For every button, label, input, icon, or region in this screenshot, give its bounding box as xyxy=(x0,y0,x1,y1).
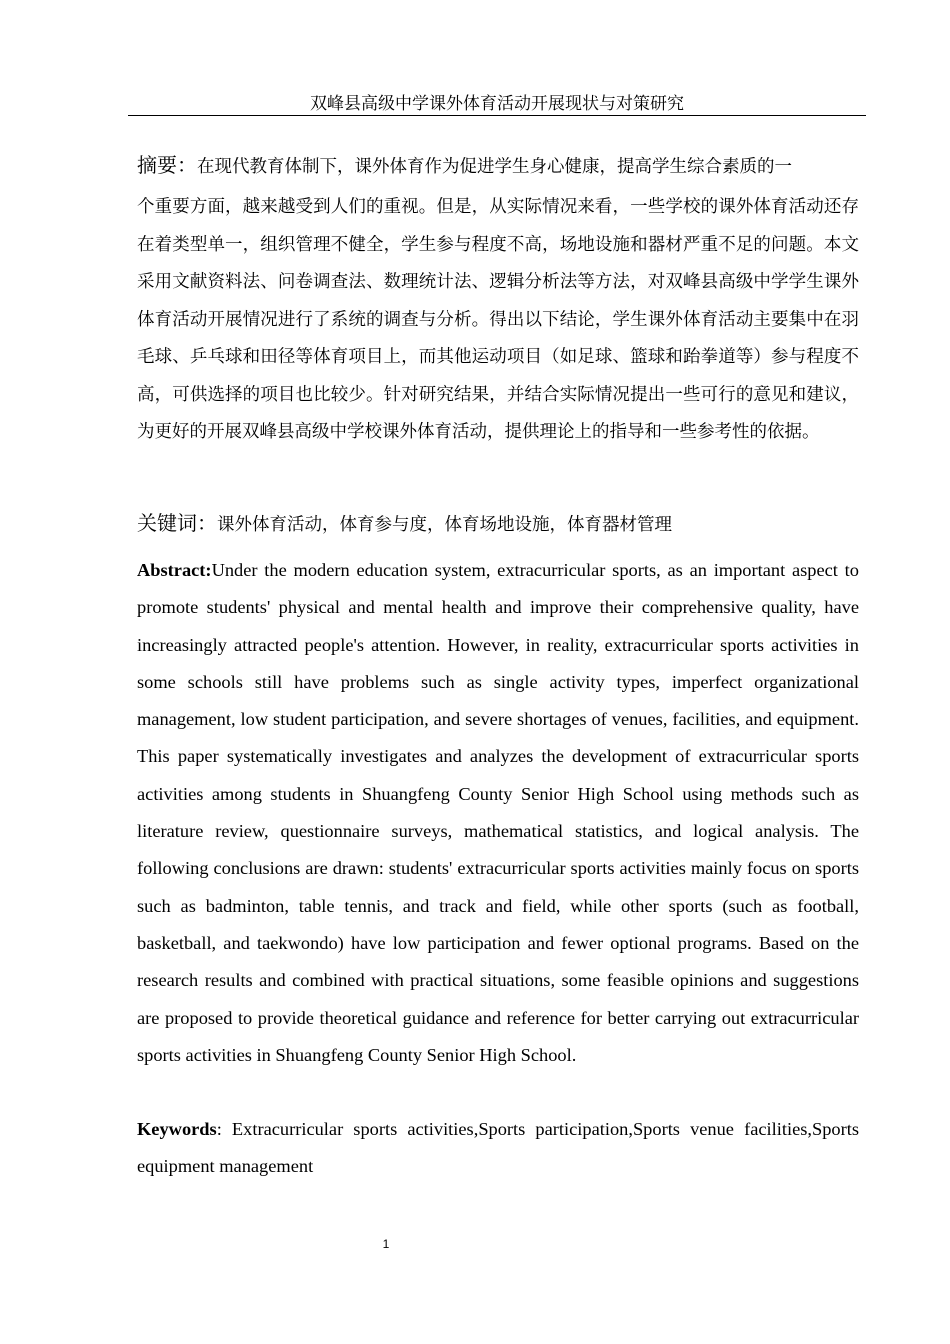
chinese-abstract xyxy=(137,143,859,452)
chinese-abstract-body: 个重要方面，越来越受到人们的重视。但是，从实际情况来看，一些学校的课外体育活动还存在着类型单一，组织管理不健全，学生参与程度不高，场地设施和器材严重不足的问题。本文采用文献资料法、问卷调查法、数理统计法、逻辑分析法等方法，对双峰县高级中学学生课外体育活动开展情况进行了系统的调查与分析。得出以下结论，学生课外体育活动主要集中在羽毛球、乒乓球和田径等体育项目上，而其他运动项目（如足球、篮球和跆拳道等）参与程度不高，可供选择的项目也比较少。针对研究结果，并结合实际情况提出一些可行的意见和建议，为更好的开展双峰县高级中学校课外体育活动，提供理论上的指导和一些参考性的依据。 xyxy=(137,197,859,442)
chinese-keywords-text: 课外体育活动，体育参与度，体育场地设施，体育器材管理 xyxy=(217,515,672,535)
english-abstract-label: Abstract: xyxy=(137,560,212,580)
chinese-abstract-first-line-text: 在现代教育体制下，课外体育作为促进学生身心健康，提高学生综合素质的一 xyxy=(197,157,792,177)
chinese-keywords xyxy=(137,504,859,544)
english-keywords-separator: : xyxy=(216,1119,232,1139)
chinese-abstract-first-line xyxy=(137,143,859,189)
running-header: 双峰县高级中学课外体育活动开展现状与对策研究 xyxy=(310,94,684,114)
english-abstract-text: Under the modern education system, extracurricular sports, as an important aspect to promote students' physical and mental health and improve their comprehensive quality, have increasingly attracted people's attention. However, in reality, extracurricular sports activities in some schools still have problems such as single activity types, imperfect organizational management, low student participation, and severe shortages of venues, facilities, and equipment. This paper systematically investigates and analyzes the development of extracurricular sports activities among students in Shuangfeng County Senior High School using methods such as literature review, questionnaire surveys, mathematical statistics, and logical analysis. The following conclusions are drawn: students' extracurricular sports activities mainly focus on sports such as badminton, table tennis, and track and field, while other sports (such as football, basketball, and taekwondo) have low participation and fewer optional programs. Based on the research results and combined with practical situations, some feasible opinions and suggestions are proposed to provide theoretical guidance and reference for better carrying out extracurricular sports activities in Shuangfeng County Senior High School. xyxy=(137,560,859,1065)
chinese-keywords-label: 关键词： xyxy=(137,511,217,535)
header-divider xyxy=(128,115,866,116)
english-keywords-text: Extracurricular sports activities,Sports participation,Sports venue facilities,Sports equipment management xyxy=(137,1119,859,1177)
english-keywords xyxy=(137,1111,859,1186)
english-abstract xyxy=(137,552,859,1074)
chinese-abstract-label: 摘要： xyxy=(137,153,197,177)
page-number: 1 xyxy=(382,1237,390,1251)
english-keywords-label: Keywords xyxy=(137,1119,217,1139)
